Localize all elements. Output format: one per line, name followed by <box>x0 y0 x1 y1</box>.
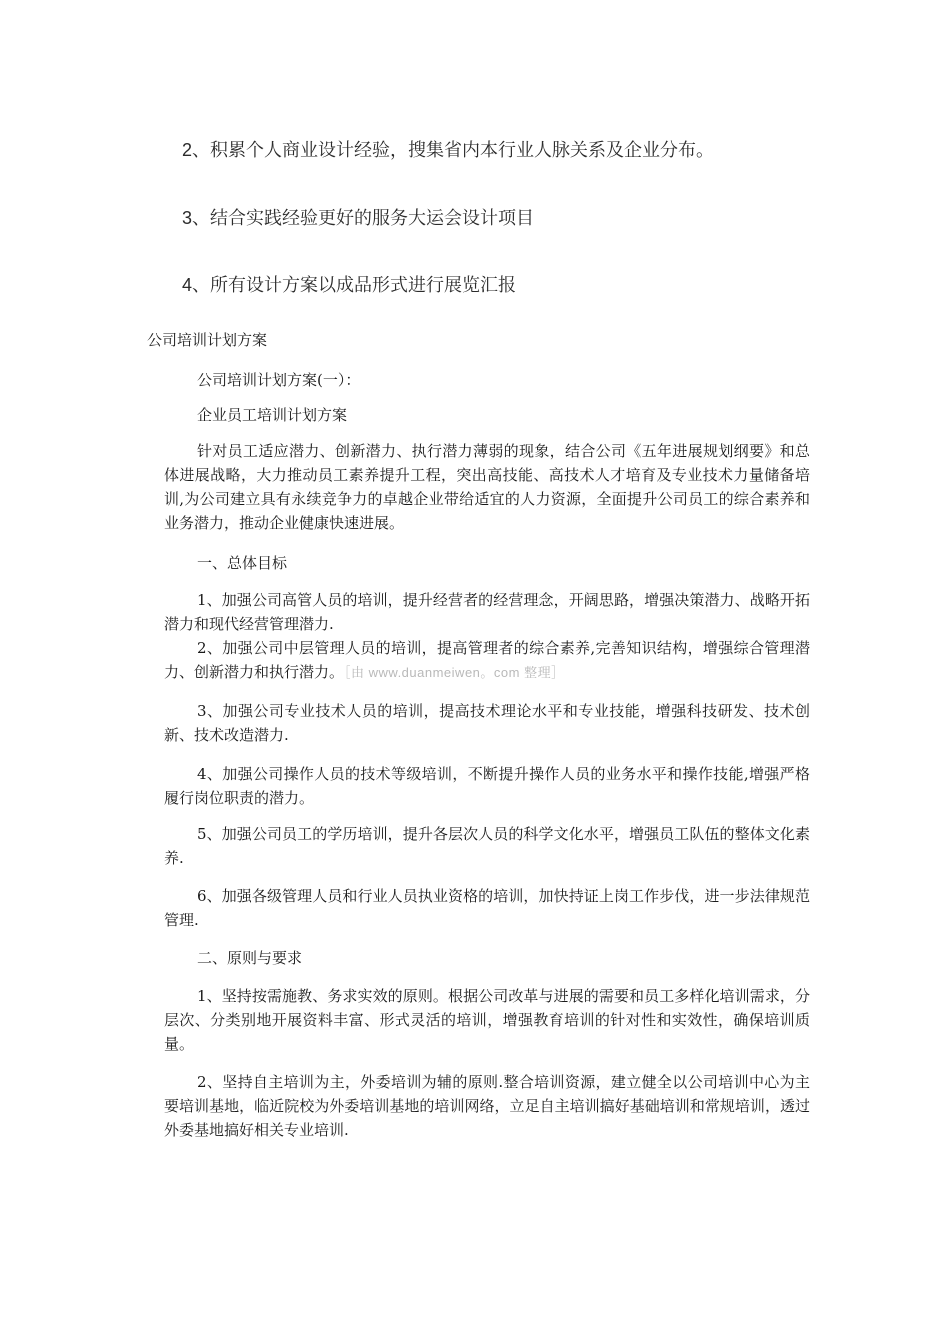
list-item-2: 2、积累个人商业设计经验，搜集省内本行业人脉关系及企业分布。 <box>182 140 715 160</box>
goal-item-5: 5、加强公司员工的学历培训，提升各层次人员的科学文化水平，增强员工队伍的整体文化素养. <box>164 825 810 867</box>
section-title: 公司培训计划方案 <box>147 331 268 349</box>
goal-item-3: 3、加强公司专业技术人员的培训，提高技术理论水平和专业技能，增强科技研发、技术创新、技术改造潜力. <box>164 702 810 744</box>
goal-item-2-text: 2、加强公司中层管理人员的培训，提高管理者的综合素养,完善知识结构，增强综合管理潜力、创新潜力和执行潜力。 <box>164 639 810 681</box>
goal-item-2 <box>164 636 810 685</box>
heading-overall-goals: 一、总体目标 <box>197 554 288 572</box>
principle-item-1: 1、坚持按需施教、务求实效的原则。根据公司改革与进展的需要和员工多样化培训需求，分层次、分类别地开展资料丰富、形式灵活的培训，增强教育培训的针对性和实效性，确保培训质量。 <box>164 987 810 1053</box>
subtitle-plan-1: 公司培训计划方案(一）： <box>197 371 361 389</box>
list-item-4: 4、所有设计方案以成品形式进行展览汇报 <box>182 275 517 295</box>
list-item-3: 3、结合实践经验更好的服务大运会设计项目 <box>182 208 535 228</box>
goal-item-1: 1、加强公司高管人员的培训，提升经营者的经营理念，开阔思路，增强决策潜力、战略开拓潜力和现代经营管理潜力. <box>164 591 810 633</box>
watermark: ［由 www.duanmeiwen。com 整理］ <box>344 665 565 680</box>
subtitle-employee-plan: 企业员工培训计划方案 <box>197 406 348 424</box>
principle-item-2: 2、坚持自主培训为主，外委培训为辅的原则.整合培训资源，建立健全以公司培训中心为主要培训基地，临近院校为外委培训基地的培训网络，立足自主培训搞好基础培训和常规培训，透过外委基地搞好相关专业培训. <box>164 1073 810 1139</box>
goal-item-4: 4、加强公司操作人员的技术等级培训，不断提升操作人员的业务水平和操作技能,增强严格履行岗位职责的潜力。 <box>164 765 810 807</box>
heading-principles: 二、原则与要求 <box>197 949 303 967</box>
goal-item-6: 6、加强各级管理人员和行业人员执业资格的培训，加快持证上岗工作步伐，进一步法律规范管理. <box>164 887 810 929</box>
intro-paragraph: 针对员工适应潜力、创新潜力、执行潜力薄弱的现象，结合公司《五年进展规划纲要》和总体进展战略，大力推动员工素养提升工程，突出高技能、高技术人才培育及专业技术力量储备培训,为公司建立具有永续竞争力的卓越企业带给适宜的人力资源，全面提升公司员工的综合素养和业务潜力，推动企业健康快速进展。 <box>164 442 810 532</box>
